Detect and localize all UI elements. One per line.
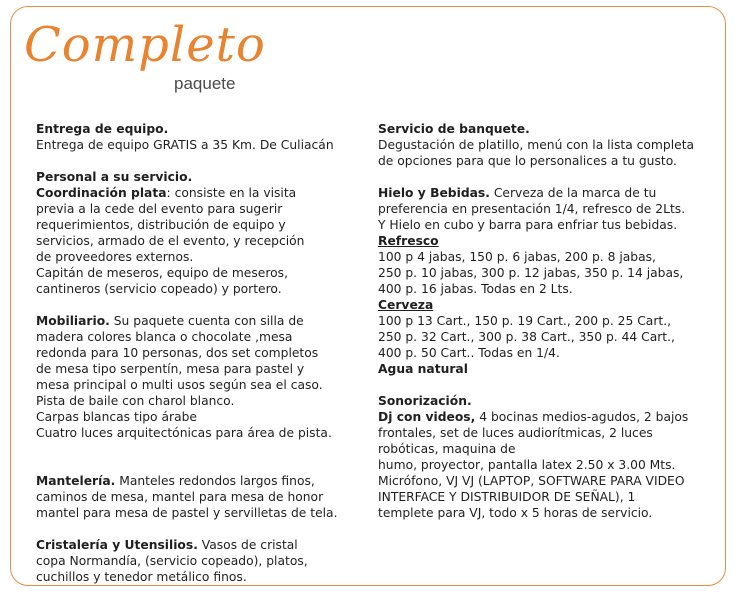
agua-heading: Agua natural bbox=[378, 362, 468, 376]
hielo-text: Cerveza de la marca de tu bbox=[489, 186, 657, 200]
coordinacion-text: : consiste en la visita bbox=[166, 186, 297, 200]
dj-label: Dj con videos, bbox=[378, 410, 476, 424]
section-cerveza bbox=[378, 297, 723, 361]
hielo-heading: Hielo y Bebidas. bbox=[378, 186, 490, 200]
mobiliario-line: Carpas blancas tipo árabe bbox=[36, 410, 197, 424]
cerveza-line: 400 p. 50 Cart.. Todas en 1/4. bbox=[378, 346, 560, 360]
manteleria-text: Manteles redondos largos finos, bbox=[115, 474, 315, 488]
cerveza-line: 250 p. 32 Cart., 300 p. 38 Cart., 350 p. 44 Cart., bbox=[378, 330, 675, 344]
brand-subtitle: paquete bbox=[174, 74, 236, 93]
section-manteleria bbox=[36, 473, 366, 521]
section-agua bbox=[378, 361, 723, 377]
personal-line: Capitán de meseros, equipo de meseros, bbox=[36, 266, 288, 280]
cristaleria-line: cuchillos y tenedor metálico finos. bbox=[36, 570, 247, 584]
section-sonorizacion bbox=[378, 393, 723, 521]
cerveza-line: 100 p 13 Cart., 150 p. 19 Cart., 200 p. 25 Cart., bbox=[378, 314, 672, 328]
section-personal bbox=[36, 169, 366, 297]
mobiliario-line: de mesa tipo serpentín, mesa para pastel y bbox=[36, 362, 305, 376]
personal-heading: Personal a su servicio. bbox=[36, 170, 193, 184]
brand-header bbox=[24, 17, 266, 93]
refresco-line: 400 p. 16 jabas. Todas en 2 Lts. bbox=[378, 282, 573, 296]
manteleria-heading: Mantelería. bbox=[36, 474, 116, 488]
cristaleria-text: Vasos de cristal bbox=[197, 538, 298, 552]
sonorizacion-line: humo, proyector, pantalla latex 2.50 x 3.00 Mts. bbox=[378, 458, 676, 472]
entrega-text: Entrega de equipo GRATIS a 35 Km. De Culiacán bbox=[36, 138, 334, 152]
cerveza-heading: Cerveza bbox=[378, 298, 434, 312]
banquete-line: de opciones para que lo personalices a tu gusto. bbox=[378, 154, 677, 168]
sonorizacion-heading: Sonorización. bbox=[378, 394, 472, 408]
sonorizacion-line: frontales, set de luces audiorítmicas, 2 luces bbox=[378, 426, 653, 440]
mobiliario-text: Su paquete cuenta con silla de bbox=[109, 314, 304, 328]
personal-line: cantineros (servicio copeado) y portero. bbox=[36, 282, 282, 296]
section-entrega bbox=[36, 121, 366, 153]
section-cristaleria bbox=[36, 537, 366, 585]
dj-text: 4 bocinas medios-agudos, 2 bajos bbox=[475, 410, 689, 424]
personal-line: servicios, armado de el evento, y recepción bbox=[36, 234, 305, 248]
right-column bbox=[378, 121, 723, 521]
hielo-line: Y Hielo en cubo y barra para enfriar tus bebidas. bbox=[378, 218, 678, 232]
sonorizacion-line: robóticas, maquina de bbox=[378, 442, 516, 456]
manteleria-line: caminos de mesa, mantel para mesa de honor bbox=[36, 490, 324, 504]
section-hielo bbox=[378, 185, 723, 233]
section-mobiliario bbox=[36, 313, 366, 441]
refresco-line: 250 p. 10 jabas, 300 p. 12 jabas, 350 p. 14 jabas, bbox=[378, 266, 684, 280]
coordinacion-label: Coordinación plata bbox=[36, 186, 167, 200]
manteleria-line: mantel para mesa de pastel y servilletas de tela. bbox=[36, 506, 338, 520]
banquete-line: Degustación de platillo, menú con la lista completa bbox=[378, 138, 695, 152]
entrega-heading: Entrega de equipo. bbox=[36, 122, 169, 136]
mobiliario-line: redonda para 10 personas, dos set completos bbox=[36, 346, 319, 360]
section-refresco bbox=[378, 233, 723, 297]
sonorizacion-line: INTERFACE Y DISTRIBUIDOR DE SEÑAL), 1 bbox=[378, 490, 636, 504]
personal-line: previa a la cede del evento para sugerir bbox=[36, 202, 283, 216]
cristaleria-heading: Cristalería y Utensilios. bbox=[36, 538, 198, 552]
brand-title: Completo bbox=[24, 17, 266, 73]
cristaleria-line: copa Normandía, (servicio copeado), platos, bbox=[36, 554, 308, 568]
mobiliario-line: madera colores blanca o chocolate ,mesa bbox=[36, 330, 293, 344]
sonorizacion-line: templete para VJ, todo x 5 horas de servicio. bbox=[378, 506, 653, 520]
section-banquete bbox=[378, 121, 723, 169]
mobiliario-line: Pista de baile con charol blanco. bbox=[36, 394, 235, 408]
hielo-line: preferencia en presentación 1/4, refresco de 2Lts. bbox=[378, 202, 686, 216]
banquete-heading: Servicio de banquete. bbox=[378, 122, 530, 136]
mobiliario-line: mesa principal o multi usos según sea el caso. bbox=[36, 378, 323, 392]
personal-line: requerimientos, distribución de equipo y bbox=[36, 218, 286, 232]
mobiliario-heading: Mobiliario. bbox=[36, 314, 110, 328]
sonorizacion-line: Micrófono, VJ VJ (LAPTOP, SOFTWARE PARA VIDEO bbox=[378, 474, 685, 488]
refresco-heading: Refresco bbox=[378, 234, 439, 248]
refresco-line: 100 p 4 jabas, 150 p. 6 jabas, 200 p. 8 jabas, bbox=[378, 250, 656, 264]
left-column bbox=[36, 121, 366, 585]
personal-line: de proveedores externos. bbox=[36, 250, 194, 264]
mobiliario-line: Cuatro luces arquitectónicas para área de pista. bbox=[36, 426, 332, 440]
